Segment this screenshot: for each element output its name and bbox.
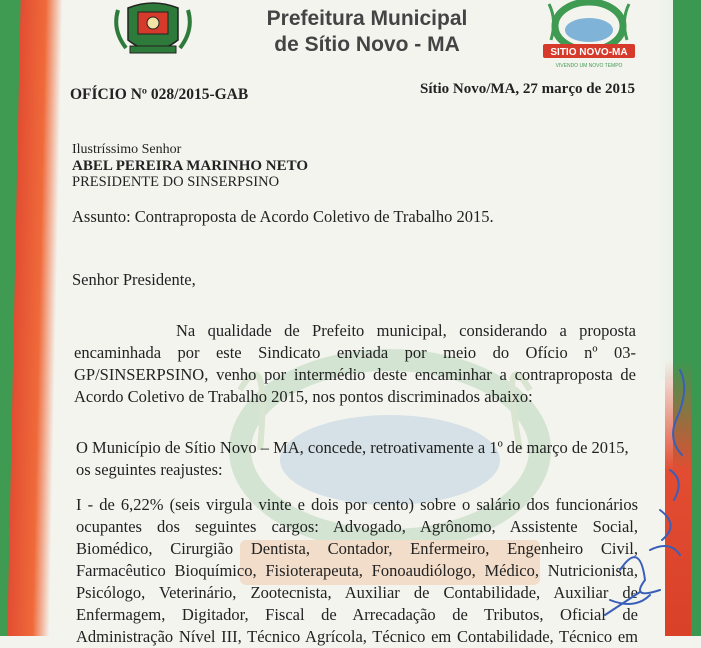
logo-motto-text: VIVENDO UM NOVO TEMPO: [555, 63, 623, 69]
salutation-top: Ilustríssimo Senhor: [72, 142, 182, 157]
subject-line: Assunto: Contraproposta de Acordo Coletivo de Trabalho 2015.: [72, 207, 494, 226]
para1-line: Acordo Coletivo de Trabalho 2015, nos pontos discriminados abaixo:: [74, 387, 533, 406]
right-pale-band: [653, 0, 675, 380]
letter-number: OFÍCIO Nº 028/2015-GAB: [70, 86, 249, 103]
para3-line: Psicólogo, Veterinário, Zootecnista, Auxiliar de Contabilidade, Auxiliar de: [76, 583, 638, 602]
para1-line: encaminhada por este Sindicato enviada por meio do Ofício nº 03-: [74, 343, 636, 362]
para3-line: Biomédico, Cirurgião Dentista, Contador, Enfermeiro, Engenheiro Civil,: [76, 539, 638, 558]
place-date: Sítio Novo/MA, 27 março de 2015: [420, 81, 635, 97]
municipal-crest-logo: [108, 0, 198, 62]
para3-line: I - de 6,22% (seis virgula vinte e dois por cento) sobre o salário dos funcionários: [76, 495, 638, 514]
para3-line: ocupantes dos seguintes cargos: Advogado, Agrônomo, Assistente Social,: [76, 517, 638, 536]
sitio-novo-logo: [535, 0, 643, 72]
para3-line: Enfermagem, Digitador, Fiscal de Arrecadação de Tributos, Oficial de: [76, 605, 638, 624]
header-title-line1: Prefeitura Municipal: [266, 7, 468, 30]
handwritten-receipt-signature: [590, 360, 700, 630]
para1-line: Na qualidade de Prefeito municipal, considerando a proposta: [176, 321, 636, 340]
recipient-name: ABEL PEREIRA MARINHO NETO: [72, 158, 309, 174]
header-title-line2: de Sítio Novo - MA: [274, 33, 460, 56]
para3-line: Administração Nível III, Técnico Agrícola, Técnico em Contabilidade, Técnico em: [76, 627, 638, 646]
recipient-title: PRESIDENTE DO SINSERPSINO: [72, 174, 280, 190]
para1-line: GP/SINSERPSINO, venho por intermédio deste encaminhar a contraproposta de: [74, 365, 636, 384]
para3-line: Farmacêutico Bioquímico, Fisioterapeuta, Fonoaudiólogo, Médico, Nutricionista,: [76, 561, 638, 580]
para2-line: O Município de Sítio Novo – MA, concede, retroativamente a 1º de março de 2015,: [76, 438, 629, 457]
para2-line: os seguintes reajustes:: [76, 460, 223, 479]
greeting: Senhor Presidente,: [72, 270, 196, 289]
municipality-header: [232, 6, 502, 58]
logo-banner-text: SITIO NOVO-MA: [550, 47, 628, 58]
